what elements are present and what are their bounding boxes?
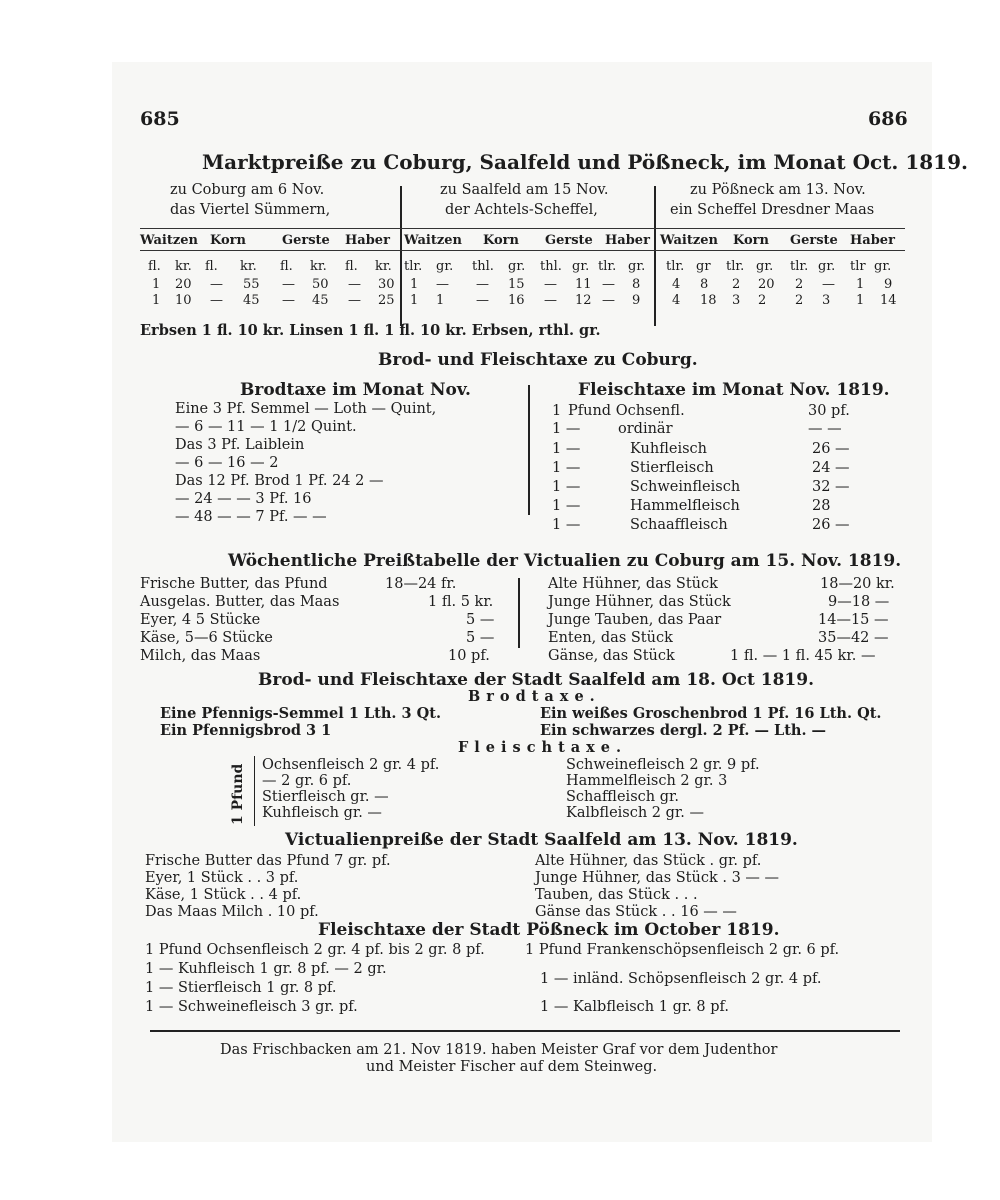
table-cell: 1	[152, 293, 161, 308]
table-cell: —	[544, 277, 557, 292]
table-cell: 12	[575, 293, 592, 308]
saalfeld-victual-row: Frische Butter das Pfund 7 gr. pf.	[145, 853, 391, 869]
table-cell: 15	[508, 277, 525, 292]
coburg-tax-divider	[528, 385, 530, 515]
table-cell: 9	[632, 293, 641, 308]
fleisch-qty: 1 —	[552, 441, 581, 457]
saalfeld-grain-gerste: Gerste	[545, 233, 593, 248]
saalfeld-meat-row: Ochsenfleisch 2 gr. 4 pf.	[262, 757, 440, 773]
table-cell: 11	[575, 277, 592, 292]
brodtaxe-row: — 48 — — 7 Pf. — —	[175, 509, 327, 525]
table-cell: 55	[243, 277, 260, 292]
saalfeld-tax-title: Brod- und Fleischtaxe der Stadt Saalfeld am 18. Oct 1819.	[258, 670, 814, 690]
poessneck-row: 1 — Kalbfleisch 1 gr. 8 pf.	[540, 999, 729, 1015]
table-cell: 3	[822, 293, 831, 308]
coburg-tax-title: Brod- und Fleischtaxe zu Coburg.	[378, 350, 698, 370]
fleisch-price: 26 —	[812, 517, 850, 533]
saalfeld-brodtaxe-label: Brodtaxe.	[468, 688, 601, 705]
coburg-unit: kr.	[310, 259, 327, 274]
poessneck-row: 1 — Stierfleisch 1 gr. 8 pf.	[145, 980, 337, 996]
fleisch-item: Kuhfleisch	[630, 441, 707, 457]
coburg-header-1: zu Coburg am 6 Nov.	[170, 182, 325, 198]
poessneck-unit: tlr.	[790, 259, 809, 274]
page-title: Marktpreiße zu Coburg, Saalfeld und Pößneck, im Monat Oct. 1819.	[202, 150, 968, 174]
poessneck-unit: gr.	[874, 259, 892, 274]
table-cell: 10	[175, 293, 192, 308]
brodtaxe-row: Das 12 Pf. Brod 1 Pf. 24 2 —	[175, 473, 384, 489]
saalfeld-fleischtaxe-label: Fleischtaxe.	[458, 739, 628, 756]
table-cell: 1	[856, 277, 865, 292]
brodtaxe-row: — 6 — 16 — 2	[175, 455, 279, 471]
table-cell: 3	[732, 293, 741, 308]
weekly-price: 14—15 —	[818, 612, 889, 628]
brodtaxe-row: — 6 — 11 — 1 1/2 Quint.	[175, 419, 357, 435]
weekly-price: 5 —	[466, 630, 495, 646]
weekly-price: 9—18 —	[828, 594, 890, 610]
saalfeld-unit: thl.	[472, 259, 494, 274]
fleisch-price: 30 pf.	[808, 403, 850, 419]
poessneck-row: 1 — Kuhfleisch 1 gr. 8 pf. — 2 gr.	[145, 961, 387, 977]
weekly-price: 10 pf.	[448, 648, 490, 664]
weekly-item: Eyer, 4 5 Stücke	[140, 612, 261, 628]
market-footnote: Erbsen 1 fl. 10 kr. Linsen 1 fl. 1 fl. 10 kr. Erbsen, rthl. gr.	[140, 322, 601, 339]
table-cell: 45	[312, 293, 329, 308]
fleisch-item: Hammelfleisch	[630, 498, 740, 514]
fleisch-item: Stierfleisch	[630, 460, 714, 476]
table-cell: 1	[856, 293, 865, 308]
fleisch-qty: 1 —	[552, 498, 581, 514]
fleischtaxe-title: Fleischtaxe im Monat Nov. 1819.	[578, 380, 890, 400]
saalfeld-unit: gr.	[436, 259, 454, 274]
saalfeld-header-2: der Achtels-Scheffel,	[445, 202, 598, 218]
poessneck-grain-waitzen: Waitzen	[660, 233, 718, 248]
brodtaxe-row: Das 3 Pf. Laiblein	[175, 437, 305, 453]
coburg-grain-gerste: Gerste	[282, 233, 330, 248]
table-cell: —	[348, 293, 361, 308]
saalfeld-meat-row: Hammelfleisch 2 gr. 3	[566, 773, 728, 789]
fleisch-item: Schaaffleisch	[630, 517, 728, 533]
fleisch-qty: 1 —	[552, 479, 581, 495]
coburg-grain-korn: Korn	[210, 233, 246, 248]
table-cell: 14	[880, 293, 897, 308]
saalfeld-brod-row: Ein weißes Groschenbrod 1 Pf. 16 Lth. Qt.	[540, 705, 882, 722]
notice-line: Das Frischbacken am 21. Nov 1819. haben Meister Graf vor dem Judenthor	[220, 1042, 778, 1058]
saalfeld-unit: gr.	[572, 259, 590, 274]
table-cell: —	[476, 293, 489, 308]
table-cell: 4	[672, 293, 681, 308]
pfund-bracket	[254, 756, 255, 826]
page-number-left: 685	[140, 108, 180, 130]
poessneck-grain-korn: Korn	[733, 233, 769, 248]
coburg-unit: kr.	[175, 259, 192, 274]
saalfeld-victual-row: Eyer, 1 Stück . . 3 pf.	[145, 870, 299, 886]
table-cell: 16	[508, 293, 525, 308]
table-cell: —	[544, 293, 557, 308]
table-cell: 18	[700, 293, 717, 308]
table-cell: 25	[378, 293, 395, 308]
fleisch-price: 24 —	[812, 460, 850, 476]
saalfeld-victual-row: Tauben, das Stück . . .	[535, 887, 698, 903]
table-cell: 20	[758, 277, 775, 292]
poessneck-row: 1 — inländ. Schöpsenfleisch 2 gr. 4 pf.	[540, 971, 822, 987]
saalfeld-unit: tlr.	[404, 259, 423, 274]
weekly-price: 35—42 —	[818, 630, 889, 646]
weekly-divider	[518, 578, 520, 648]
coburg-header-2: das Viertel Sümmern,	[170, 202, 331, 218]
weekly-item: Enten, das Stück	[548, 630, 673, 646]
saalfeld-meat-row: Kuhfleisch gr. —	[262, 805, 382, 821]
weekly-item: Gänse, das Stück	[548, 648, 675, 664]
table-cell: —	[822, 277, 835, 292]
weekly-price: 5 —	[466, 612, 495, 628]
table-cell: 50	[312, 277, 329, 292]
poessneck-header-1: zu Pößneck am 13. Nov.	[690, 182, 866, 198]
saalfeld-victual-row: Käse, 1 Stück . . 4 pf.	[145, 887, 302, 903]
table-cell: 20	[175, 277, 192, 292]
fleisch-qty: 1 —	[552, 517, 581, 533]
table-cell: —	[602, 277, 615, 292]
fleisch-qty: 1 —	[552, 421, 581, 437]
coburg-unit: fl.	[205, 259, 218, 274]
saalfeld-meat-row: Kalbfleisch 2 gr. —	[566, 805, 704, 821]
weekly-item: Milch, das Maas	[140, 648, 261, 664]
coburg-unit: fl.	[345, 259, 358, 274]
saalfeld-victuals-title: Victualienpreiße der Stadt Saalfeld am 13. Nov. 1819.	[285, 830, 798, 850]
saalfeld-victual-row: Das Maas Milch . 10 pf.	[145, 904, 319, 920]
notice-line: und Meister Fischer auf dem Steinweg.	[366, 1059, 658, 1075]
fleisch-price: 26 —	[812, 441, 850, 457]
poessneck-grain-haber: Haber	[850, 233, 895, 248]
poessneck-unit: gr.	[756, 259, 774, 274]
fleisch-item: Schweinfleisch	[630, 479, 741, 495]
saalfeld-meat-row: Schweinefleisch 2 gr. 9 pf.	[566, 757, 760, 773]
saalfeld-victual-row: Alte Hühner, das Stück . gr. pf.	[535, 853, 762, 869]
saalfeld-grain-waitzen: Waitzen	[404, 233, 462, 248]
table-cell: 2	[795, 277, 804, 292]
coburg-grain-haber: Haber	[345, 233, 390, 248]
poessneck-tax-title: Fleischtaxe der Stadt Pößneck im October 1819.	[318, 920, 780, 940]
saalfeld-brod-row: Ein Pfennigsbrod 3 1	[160, 722, 332, 739]
saalfeld-unit: thl.	[540, 259, 562, 274]
saalfeld-victual-row: Gänse das Stück . . 16 — —	[535, 904, 737, 920]
brodtaxe-row: — 24 — — 3 Pf. 16	[175, 491, 312, 507]
table-cell: —	[476, 277, 489, 292]
table-cell: —	[282, 293, 295, 308]
saalfeld-meat-row: Stierfleisch gr. —	[262, 789, 389, 805]
bottom-rule	[150, 1030, 900, 1032]
saalfeld-unit: gr.	[628, 259, 646, 274]
weekly-price: 18—24 fr.	[385, 576, 457, 592]
table-cell: —	[210, 277, 223, 292]
poessneck-unit: tlr.	[666, 259, 685, 274]
coburg-unit: kr.	[240, 259, 257, 274]
weekly-item: Frische Butter, das Pfund	[140, 576, 328, 592]
table-cell: 1	[410, 293, 419, 308]
pfund-vertical-label: 1 Pfund	[230, 763, 246, 825]
fleisch-price: — —	[808, 421, 842, 437]
market-rule-top	[140, 228, 905, 229]
poessneck-header-2: ein Scheffel Dresdner Maas	[670, 202, 875, 218]
saalfeld-grain-korn: Korn	[483, 233, 519, 248]
weekly-item: Junge Hühner, das Stück	[548, 594, 731, 610]
fleisch-qty: 1 —	[552, 460, 581, 476]
table-cell: —	[436, 277, 449, 292]
saalfeld-meat-row: — 2 gr. 6 pf.	[262, 773, 352, 789]
market-rule-mid	[140, 250, 905, 251]
weekly-price: 1 fl. — 1 fl. 45 kr. —	[730, 648, 876, 664]
saalfeld-victual-row: Junge Hühner, das Stück . 3 — —	[535, 870, 780, 886]
saalfeld-brod-row: Ein schwarzes dergl. 2 Pf. — Lth. —	[540, 722, 827, 739]
table-cell: 4	[672, 277, 681, 292]
poessneck-grain-gerste: Gerste	[790, 233, 838, 248]
table-cell: 45	[243, 293, 260, 308]
brodtaxe-title: Brodtaxe im Monat Nov.	[240, 380, 471, 400]
saalfeld-grain-haber: Haber	[605, 233, 650, 248]
weekly-price: 1 fl. 5 kr.	[428, 594, 494, 610]
weekly-item: Alte Hühner, das Stück	[548, 576, 718, 592]
saalfeld-meat-row: Schaffleisch gr.	[566, 789, 679, 805]
poessneck-unit: gr	[696, 259, 711, 274]
divider-saalfeld-poessneck	[654, 186, 656, 326]
table-cell: 30	[378, 277, 395, 292]
fleisch-item: ordinär	[618, 421, 673, 437]
coburg-unit: kr.	[375, 259, 392, 274]
page-number-right: 686	[868, 108, 908, 130]
table-cell: —	[602, 293, 615, 308]
poessneck-row: 1 — Schweinefleisch 3 gr. pf.	[145, 999, 358, 1015]
table-cell: —	[282, 277, 295, 292]
coburg-unit: fl.	[148, 259, 161, 274]
table-cell: 1	[436, 293, 445, 308]
table-cell: 9	[884, 277, 893, 292]
coburg-grain-waitzen: Waitzen	[140, 233, 198, 248]
table-cell: —	[210, 293, 223, 308]
poessneck-unit: gr.	[818, 259, 836, 274]
weekly-item: Junge Tauben, das Paar	[548, 612, 722, 628]
saalfeld-header-1: zu Saalfeld am 15 Nov.	[440, 182, 609, 198]
divider-coburg-saalfeld	[400, 186, 402, 326]
saalfeld-unit: tlr.	[598, 259, 617, 274]
brodtaxe-row: Eine 3 Pf. Semmel — Loth — Quint,	[175, 401, 437, 417]
weekly-item: Käse, 5—6 Stücke	[140, 630, 273, 646]
saalfeld-unit: gr.	[508, 259, 526, 274]
table-cell: 1	[410, 277, 419, 292]
table-cell: 8	[700, 277, 709, 292]
table-cell: 1	[152, 277, 161, 292]
table-cell: 8	[632, 277, 641, 292]
poessneck-row: 1 Pfund Ochsenfleisch 2 gr. 4 pf. bis 2 gr. 8 pf.	[145, 942, 485, 958]
fleisch-qty: 1	[552, 403, 562, 419]
table-cell: 2	[795, 293, 804, 308]
poessneck-unit: tlr	[850, 259, 866, 274]
poessneck-unit: tlr.	[726, 259, 745, 274]
table-cell: 2	[732, 277, 741, 292]
saalfeld-brod-row: Eine Pfennigs-Semmel 1 Lth. 3 Qt.	[160, 705, 442, 722]
weekly-price: 18—20 kr.	[820, 576, 895, 592]
table-cell: 2	[758, 293, 767, 308]
table-cell: —	[348, 277, 361, 292]
fleisch-item: Pfund Ochsenfl.	[568, 403, 685, 419]
weekly-title: Wöchentliche Preißtabelle der Victualien zu Coburg am 15. Nov. 1819.	[228, 551, 902, 571]
weekly-item: Ausgelas. Butter, das Maas	[140, 594, 340, 610]
poessneck-row: 1 Pfund Frankenschöpsenfleisch 2 gr. 6 pf.	[525, 942, 840, 958]
fleisch-price: 32 —	[812, 479, 850, 495]
fleisch-price: 28	[812, 498, 831, 514]
coburg-unit: fl.	[280, 259, 293, 274]
